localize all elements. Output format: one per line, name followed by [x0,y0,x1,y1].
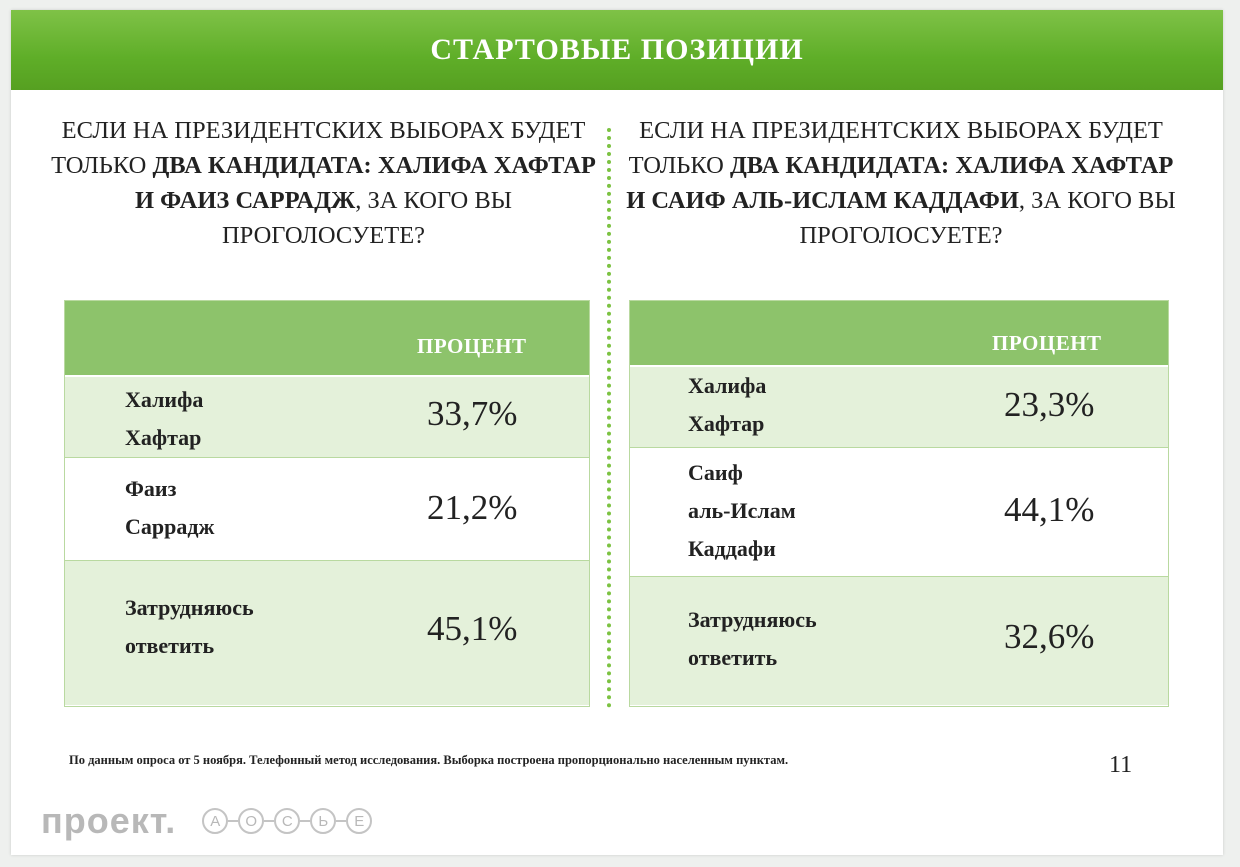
table-row [65,457,589,560]
candidate-name-line: Халифа [688,373,767,398]
logo-letter: Е [346,808,372,834]
question-right [621,113,1181,253]
candidate-name-line: аль-Ислам [688,498,796,523]
candidate-name-line: Саиф [688,460,743,485]
project-logo [41,800,372,842]
source-note: По данным опроса от 5 ноября. Телефонный метод исследования. Выборка построена пропорционально населенным пунктам. [69,753,789,767]
table-row [65,560,589,705]
candidate-name [125,470,214,546]
candidate-name-line: Халифа [125,387,204,412]
candidate-name-line: Саррадж [125,514,215,539]
candidate-name-line: Хафтар [125,425,202,450]
table-row [630,365,1168,447]
table-header [630,301,1168,365]
question-left-text-2: , ЗА КОГО ВЫ ПРОГОЛОСУЕТЕ? [221,187,513,249]
logo-letter: А [202,808,228,834]
candidate-name [688,601,817,677]
logo-connector [228,820,238,822]
question-right-bold: ДВА КАНДИДАТА: ХАЛИФА ХАФТАР И САИФ АЛЬ-ИСЛАМ КАДДАФИ [626,152,1174,214]
candidate-name-line: Затрудняюсь [125,595,254,620]
page-number: 11 [1109,752,1133,778]
candidate-name-line: ответить [125,633,215,658]
percent-value: 23,3% [1004,385,1095,424]
question-left-text-1: ЕСЛИ НА ПРЕЗИДЕНТСКИХ ВЫБОРАХ БУДЕТ ТОЛЬКО [51,117,586,179]
question-right-text-2: , ЗА КОГО ВЫ ПРОГОЛОСУЕТЕ? [799,187,1176,249]
question-left-bold: ДВА КАНДИДАТА: ХАЛИФА ХАФТАР И ФАИЗ САРРАДЖ [134,152,596,214]
candidate-name-line: Каддафи [688,536,776,561]
table-row [630,447,1168,576]
candidate-name-line: ответить [688,645,778,670]
percent-value: 21,2% [427,488,518,527]
candidate-name-line: Затрудняюсь [688,607,817,632]
candidate-name [688,367,766,443]
column-header-percent: ПРОЦЕНТ [992,331,1102,355]
logo-connector [264,820,274,822]
candidate-name [688,454,796,568]
table-row [65,375,589,457]
logo-connector [300,820,310,822]
results-table-left [64,300,590,707]
slide-title: СТАРТОВЫЕ ПОЗИЦИИ [430,33,804,66]
question-left [51,113,596,253]
logo-letter: О [238,808,264,834]
results-table-right [629,300,1169,707]
title-banner [11,10,1223,90]
percent-value: 45,1% [427,609,518,648]
dotted-divider [607,128,611,708]
slide [11,10,1223,855]
candidate-name-line: Фаиз [125,476,177,501]
column-header-percent: ПРОЦЕНТ [417,334,527,358]
candidate-name [125,381,203,457]
logo-letter: С [274,808,300,834]
question-right-text-1: ЕСЛИ НА ПРЕЗИДЕНТСКИХ ВЫБОРАХ БУДЕТ ТОЛЬКО [628,117,1163,179]
logo-connector [336,820,346,822]
percent-value: 32,6% [1004,617,1095,656]
logo-letter: Ь [310,808,336,834]
logo-letter-chain [202,808,372,834]
percent-value: 33,7% [427,394,518,433]
table-row [630,576,1168,705]
percent-value: 44,1% [1004,490,1095,529]
table-header [65,301,589,375]
candidate-name [125,589,254,665]
candidate-name-line: Хафтар [688,411,765,436]
logo-wordmark: проект. [41,800,177,841]
